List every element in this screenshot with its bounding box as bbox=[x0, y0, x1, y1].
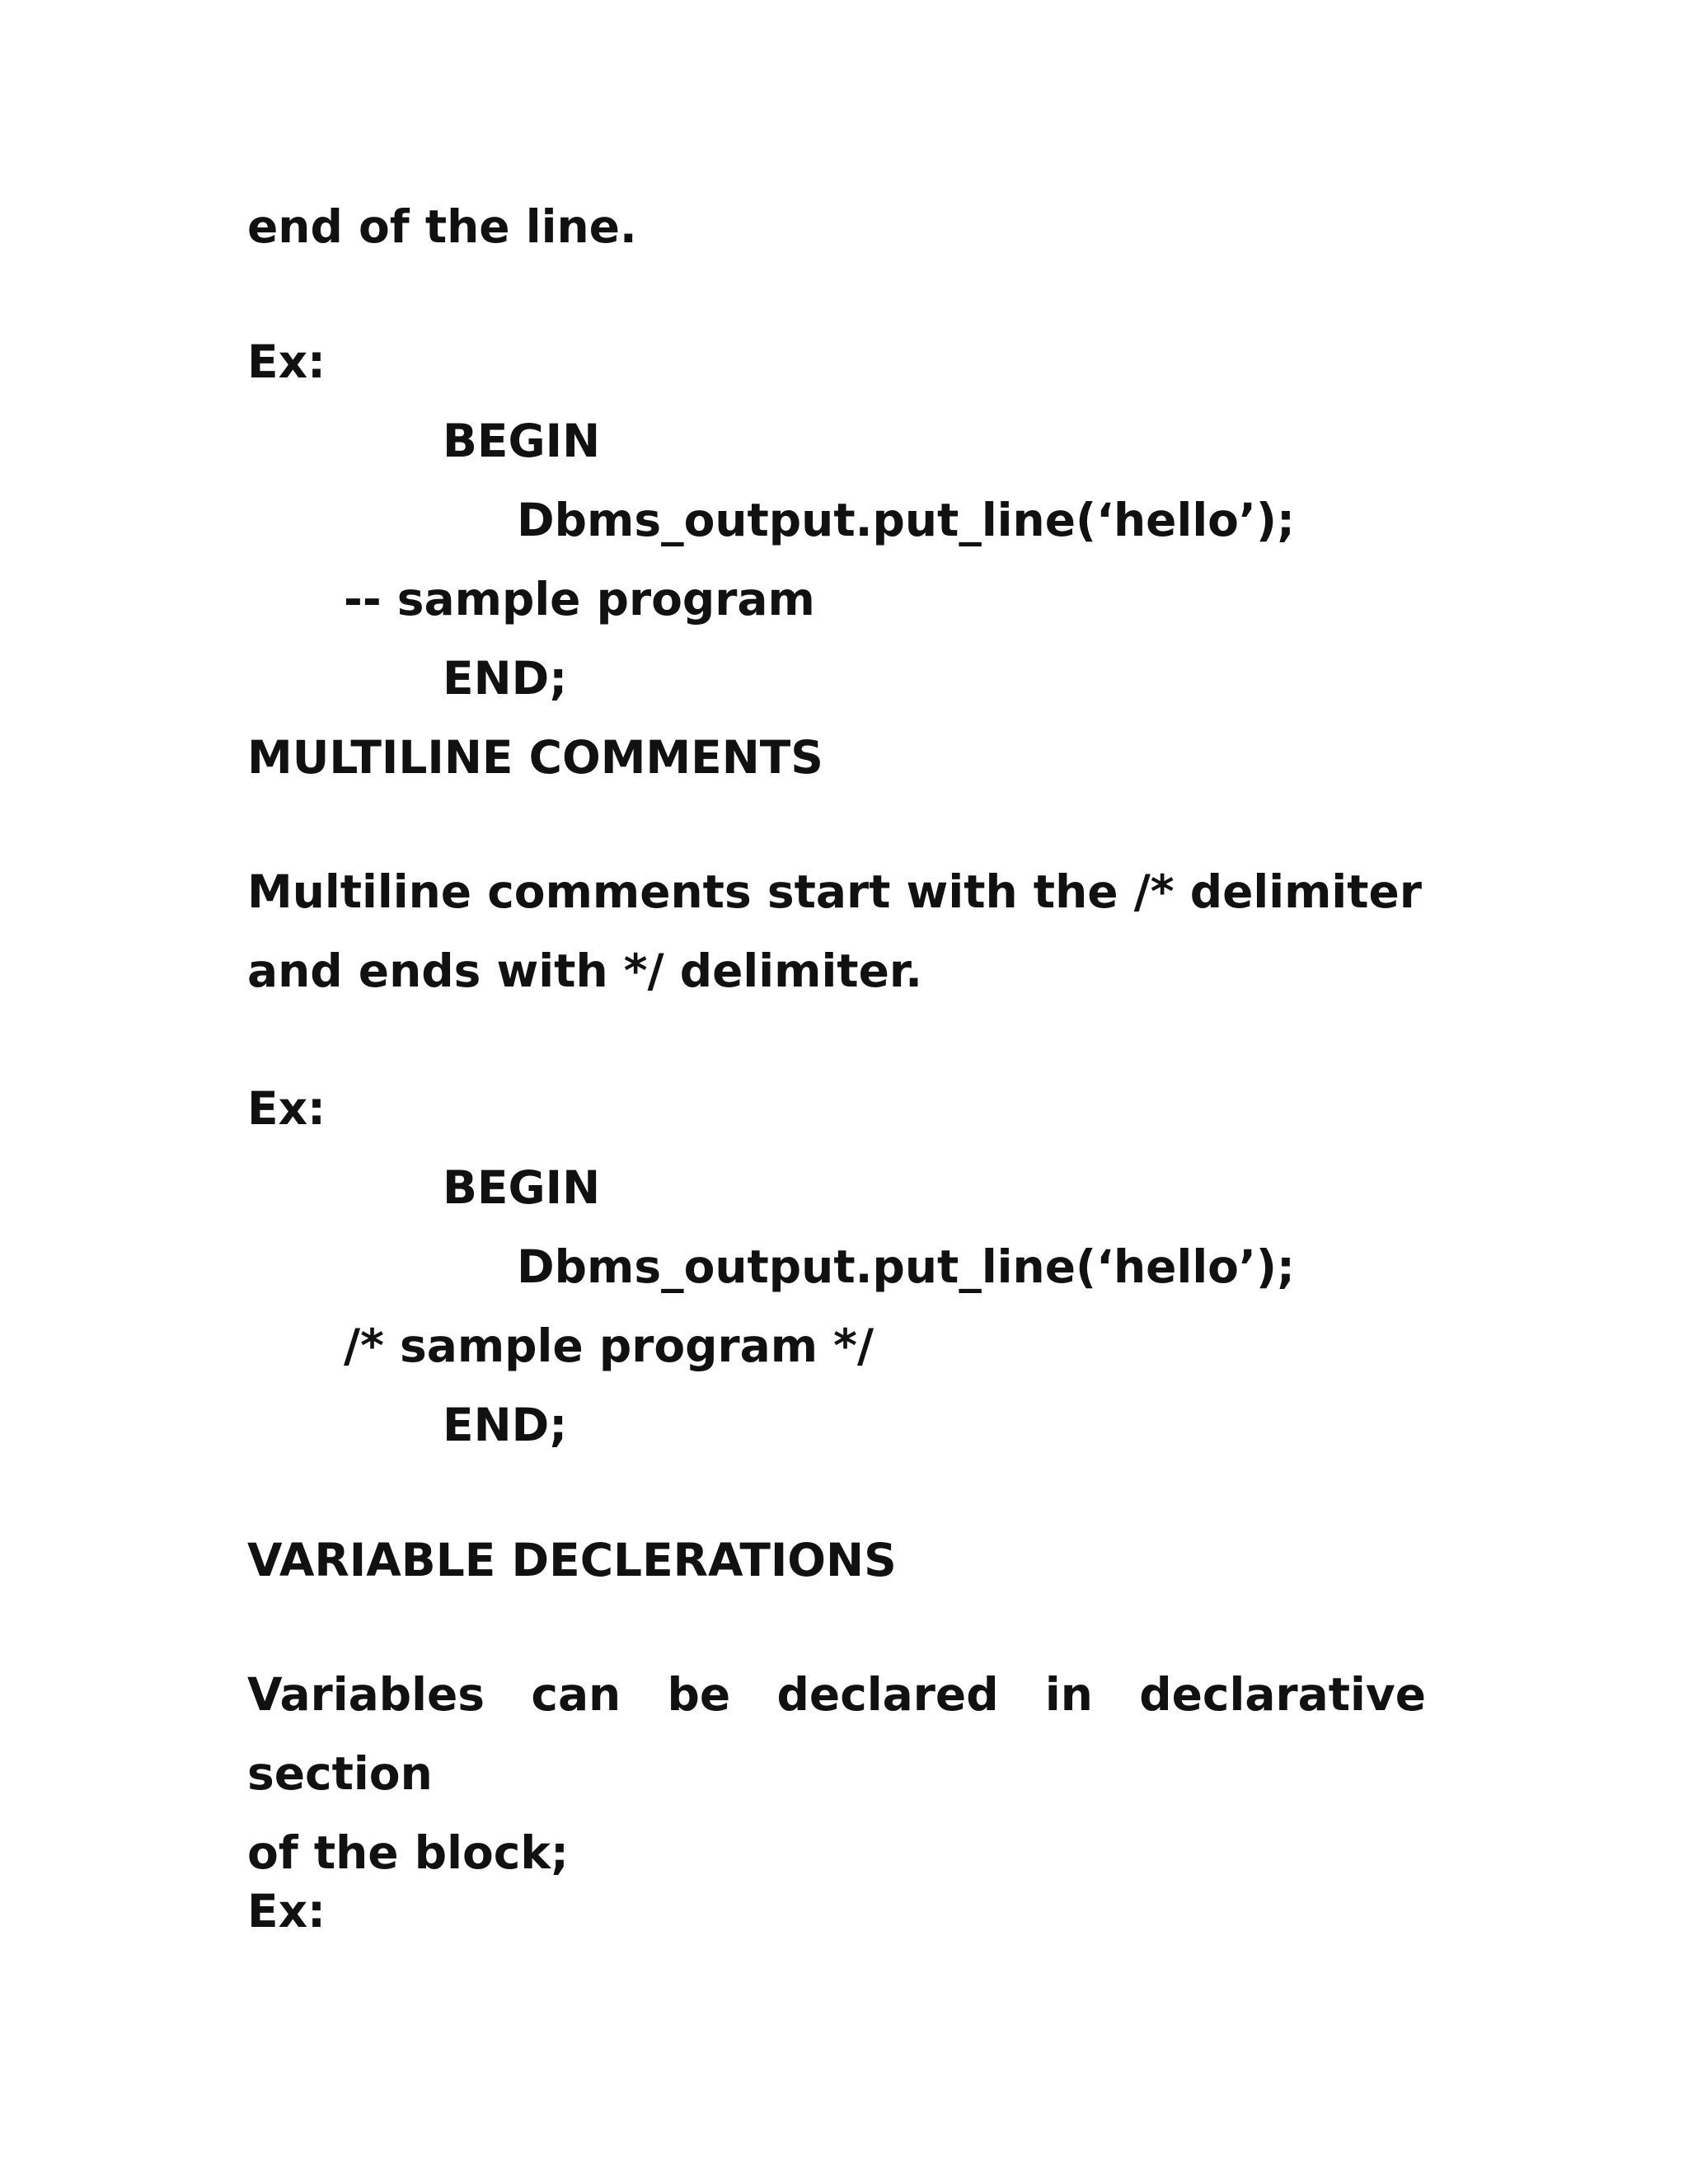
intro-text: end of the line. bbox=[247, 200, 637, 253]
code-line-comment: -- sample program bbox=[344, 573, 815, 626]
paragraph-line: and ends with */ delimiter. bbox=[247, 944, 923, 997]
example-label: Ex: bbox=[247, 1082, 326, 1135]
section-heading: MULTILINE COMMENTS bbox=[247, 731, 823, 784]
code-line-comment: /* sample program */ bbox=[344, 1319, 874, 1372]
section-heading: VARIABLE DECLERATIONS bbox=[247, 1534, 897, 1586]
code-line-end: END; bbox=[443, 652, 568, 705]
section-paragraph bbox=[247, 852, 1426, 1010]
code-line-end: END; bbox=[443, 1399, 568, 1451]
code-line-output: Dbms_output.put_line(‘hello’); bbox=[517, 1240, 1295, 1293]
section-paragraph bbox=[247, 1655, 1426, 1892]
example-label: Ex: bbox=[247, 335, 326, 388]
code-line-output: Dbms_output.put_line(‘hello’); bbox=[517, 494, 1295, 546]
paragraph-line: Variables can be declared in declarative section bbox=[247, 1668, 1426, 1800]
paragraph-line: of the block; bbox=[247, 1826, 569, 1879]
paragraph-line: Multiline comments start with the /* delimiter bbox=[247, 865, 1422, 918]
code-line-begin: BEGIN bbox=[443, 415, 601, 467]
example-label: Ex: bbox=[247, 1885, 326, 1938]
code-line-begin: BEGIN bbox=[443, 1161, 601, 1214]
